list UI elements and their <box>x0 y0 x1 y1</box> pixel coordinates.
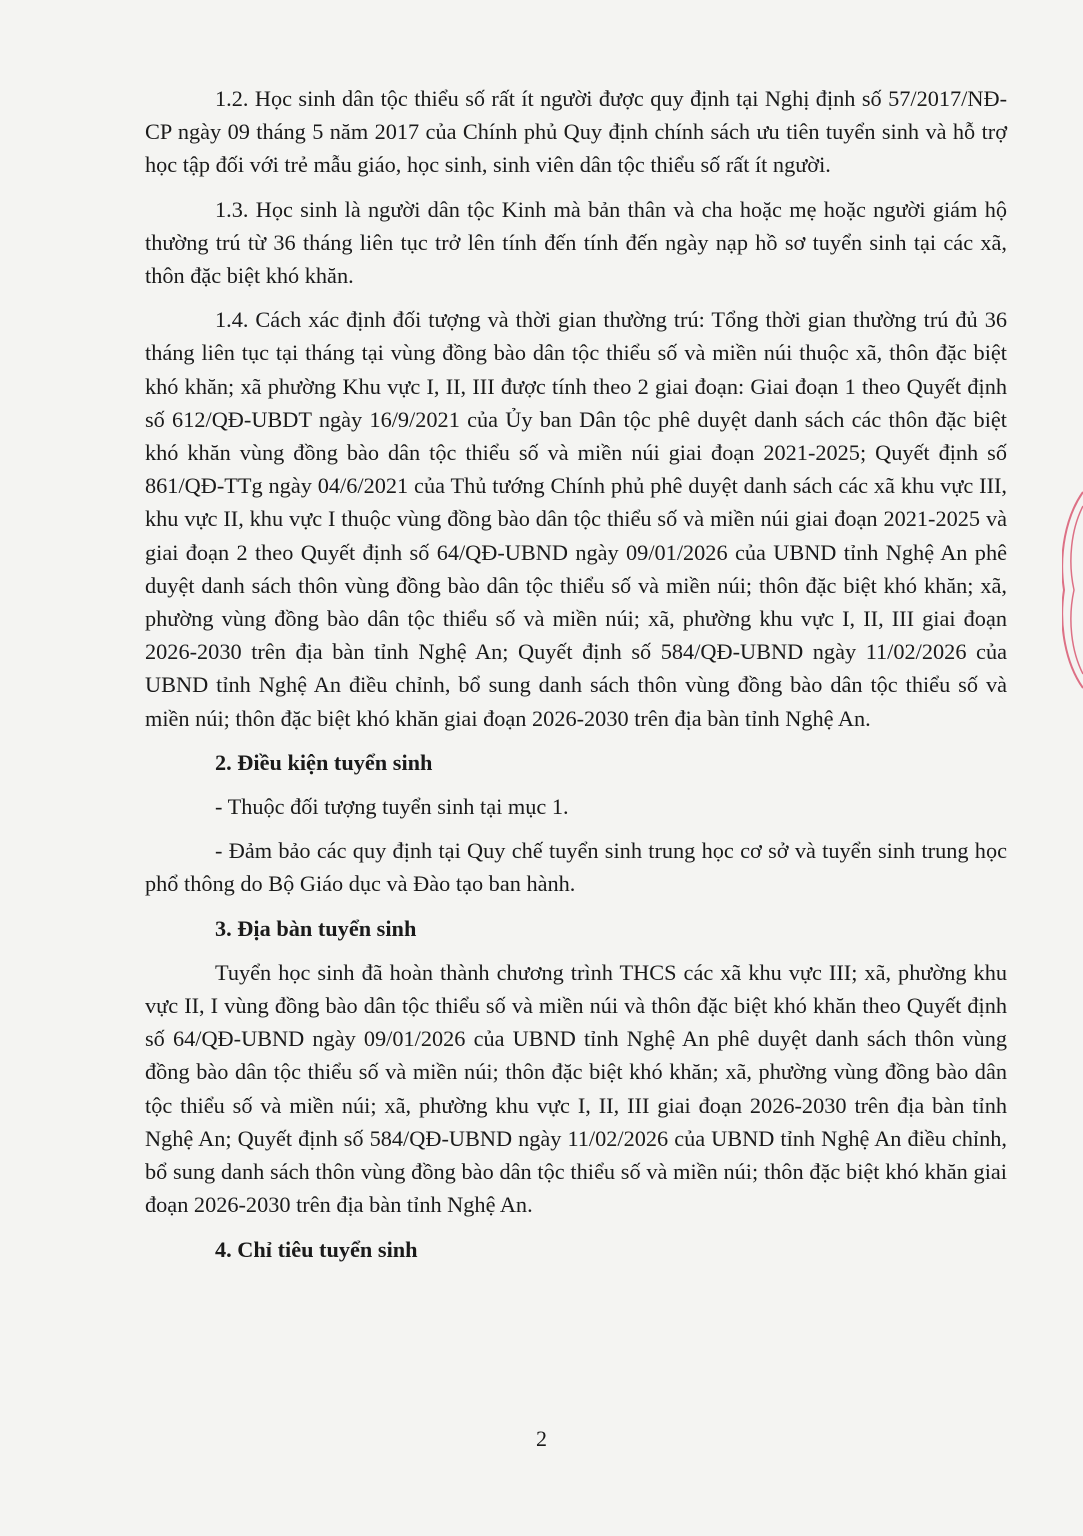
paragraph-1-3: 1.3. Học sinh là người dân tộc Kinh mà bản thân và cha hoặc mẹ hoặc người giám hộ thường trú từ 36 tháng liên tục trở lên tính đến tính đến ngày nạp hồ sơ tuyển sinh tại các xã, thôn đặc biệt khó khăn. <box>145 196 1007 289</box>
document-body <box>145 82 1007 1277</box>
section-2-heading: 2. Điều kiện tuyển sinh <box>215 749 433 775</box>
section-3-heading: 3. Địa bàn tuyển sinh <box>215 915 417 941</box>
section-2-item: - Thuộc đối tượng tuyển sinh tại mục 1. <box>215 794 569 820</box>
section-3-text: Tuyển học sinh đã hoàn thành chương trình THCS các xã khu vực III; xã, phường khu vực II, I vùng đồng bào dân tộc thiểu số và miền núi và thôn đặc biệt khó khăn theo Quyết định số 64/QĐ-UBND ngày 09/01/2026 của UBND tỉnh Nghệ An phê duyệt danh sách thôn vùng đồng bào dân tộc thiểu số và miền núi; thôn đặc biệt khó khăn; xã, phường vùng đồng bào dân tộc thiểu số và miền núi; xã, phường khu vực I, II, III giai đoạn 2026-2030 trên địa bàn tỉnh Nghệ An; Quyết định số 584/QĐ-UBND ngày 11/02/2026 của UBND tỉnh Nghệ An điều chỉnh, bổ sung danh sách thôn vùng đồng bào dân tộc thiểu số và miền núi; thôn đặc biệt khó khăn giai đoạn 2026-2030 trên địa bàn tỉnh Nghệ An. <box>145 959 1007 1218</box>
section-4-heading: 4. Chỉ tiêu tuyển sinh <box>215 1236 418 1262</box>
paragraph-1-2: 1.2. Học sinh dân tộc thiểu số rất ít người được quy định tại Nghị định số 57/2017/NĐ-CP ngày 09 tháng 5 năm 2017 của Chính phủ Quy định chính sách ưu tiên tuyển sinh và hỗ trợ học tập đối với trẻ mẫu giáo, học sinh, sinh viên dân tộc thiểu số rất ít người. <box>145 86 1007 178</box>
section-2-item: - Đảm bảo các quy định tại Quy chế tuyển sinh trung học cơ sở và tuyển sinh trung học phổ thông do Bộ Giáo dục và Đào tạo ban hành. <box>145 838 1007 897</box>
seal-outer-arc <box>1062 492 1083 688</box>
paragraph-1-4: 1.4. Cách xác định đối tượng và thời gian thường trú: Tổng thời gian thường trú đủ 36 tháng liên tục tại tháng tại vùng đồng bào dân tộc thiểu số và miền núi thuộc xã, thôn đặc biệt khó khăn; xã phường Khu vực I, II, III được tính theo 2 giai đoạn: Giai đoạn 1 theo Quyết định số 612/QĐ-UBDT ngày 16/9/2021 của Ủy ban Dân tộc phê duyệt danh sách các thôn đặc biệt khó khăn vùng đồng bào dân tộc thiểu số và miền núi giai đoạn 2021-2025; Quyết định số 861/QĐ-TTg ngày 04/6/2021 của Thủ tướng Chính phủ phê duyệt danh sách các xã khu vực III, khu vực II, khu vực I thuộc vùng đồng bào dân tộc thiểu số và miền núi giai đoạn 2021-2025 và giai đoạn 2 theo Quyết định số 64/QĐ-UBND ngày 09/01/2026 của UBND tỉnh Nghệ An phê duyệt danh sách thôn vùng đồng bào dân tộc thiểu số và miền núi; thôn đặc biệt khó khăn; xã, phường vùng đồng bào dân tộc thiểu số và miền núi; xã, phường khu vực I, II, III giai đoạn 2026-2030 trên địa bàn tỉnh Nghệ An; Quyết định số 584/QĐ-UBND ngày 11/02/2026 của UBND tỉnh Nghệ An điều chỉnh, bổ sung danh sách thôn vùng đồng bào dân tộc thiểu số và miền núi; thôn đặc biệt khó khăn giai đoạn 2026-2030 trên địa bàn tỉnh Nghệ An. <box>145 307 1007 731</box>
red-seal-stamp <box>1062 490 1083 690</box>
page-number: 2 <box>536 1426 547 1451</box>
seal-inner-arc <box>1071 506 1083 674</box>
